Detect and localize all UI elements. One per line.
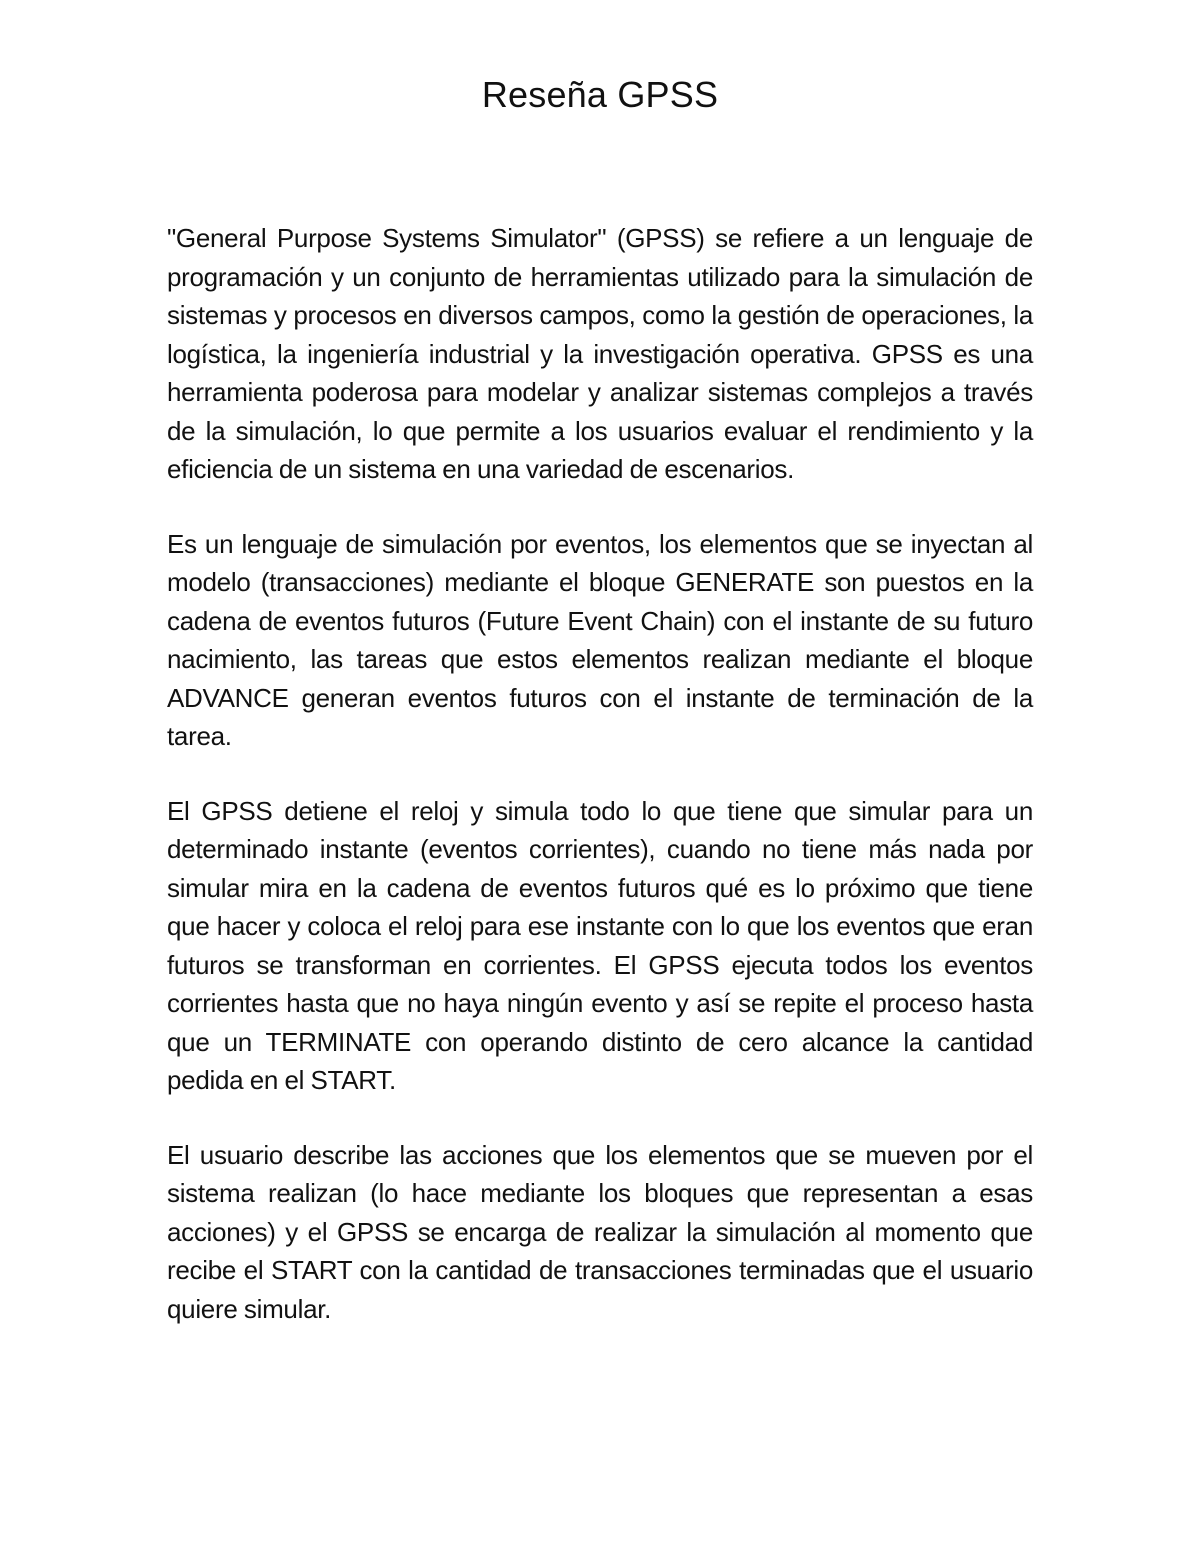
paragraph-events: Es un lenguaje de simulación por eventos, los elementos que se inyectan al modelo (transacciones) mediante el bloque GENERATE son puestos en la cadena de eventos futuros (Future Event Chain) con el instante de su futuro nacimiento, las tareas que estos elementos realizan mediante el bloque ADVANCE generan eventos futuros con el instante de terminación de la tarea. xyxy=(167,528,1033,751)
paragraph-user: El usuario describe las acciones que los elementos que se mueven por el sistema realizan (lo hace mediante los bloques que representan a esas acciones) y el GPSS se encarga de realizar la simulación al momento que recibe el START con la cantidad de transacciones terminadas que el usuario quiere simular. xyxy=(167,1139,1033,1324)
paragraph-intro: "General Purpose Systems Simulator" (GPSS) se refiere a un lenguaje de programación y un conjunto de herramientas utilizado para la simulación de sistemas y procesos en diversos campos, como la gestión de operaciones, la logística, la ingeniería industrial y la investigación operativa. GPSS es una herramienta poderosa para modelar y analizar sistemas complejos a través de la simulación, lo que permite a los usuarios evaluar el rendimiento y la eficiencia de un sistema en una variedad de escenarios. xyxy=(167,223,1033,484)
document-title: Reseña GPSS xyxy=(481,74,719,115)
document-body xyxy=(167,219,1033,1364)
paragraph-clock: El GPSS detiene el reloj y simula todo lo que tiene que simular para un determinado instante (eventos corrientes), cuando no tiene más nada por simular mira en la cadena de eventos futuros qué es lo próximo que tiene que hacer y coloca el reloj para ese instante con lo que los eventos que eran futuros se transforman en corrientes. El GPSS ejecuta todos los eventos corrientes hasta que no haya ningún evento y así se repite el proceso hasta que un TERMINATE con operando distinto de cero alcance la cantidad pedida en el START. xyxy=(167,795,1033,1095)
